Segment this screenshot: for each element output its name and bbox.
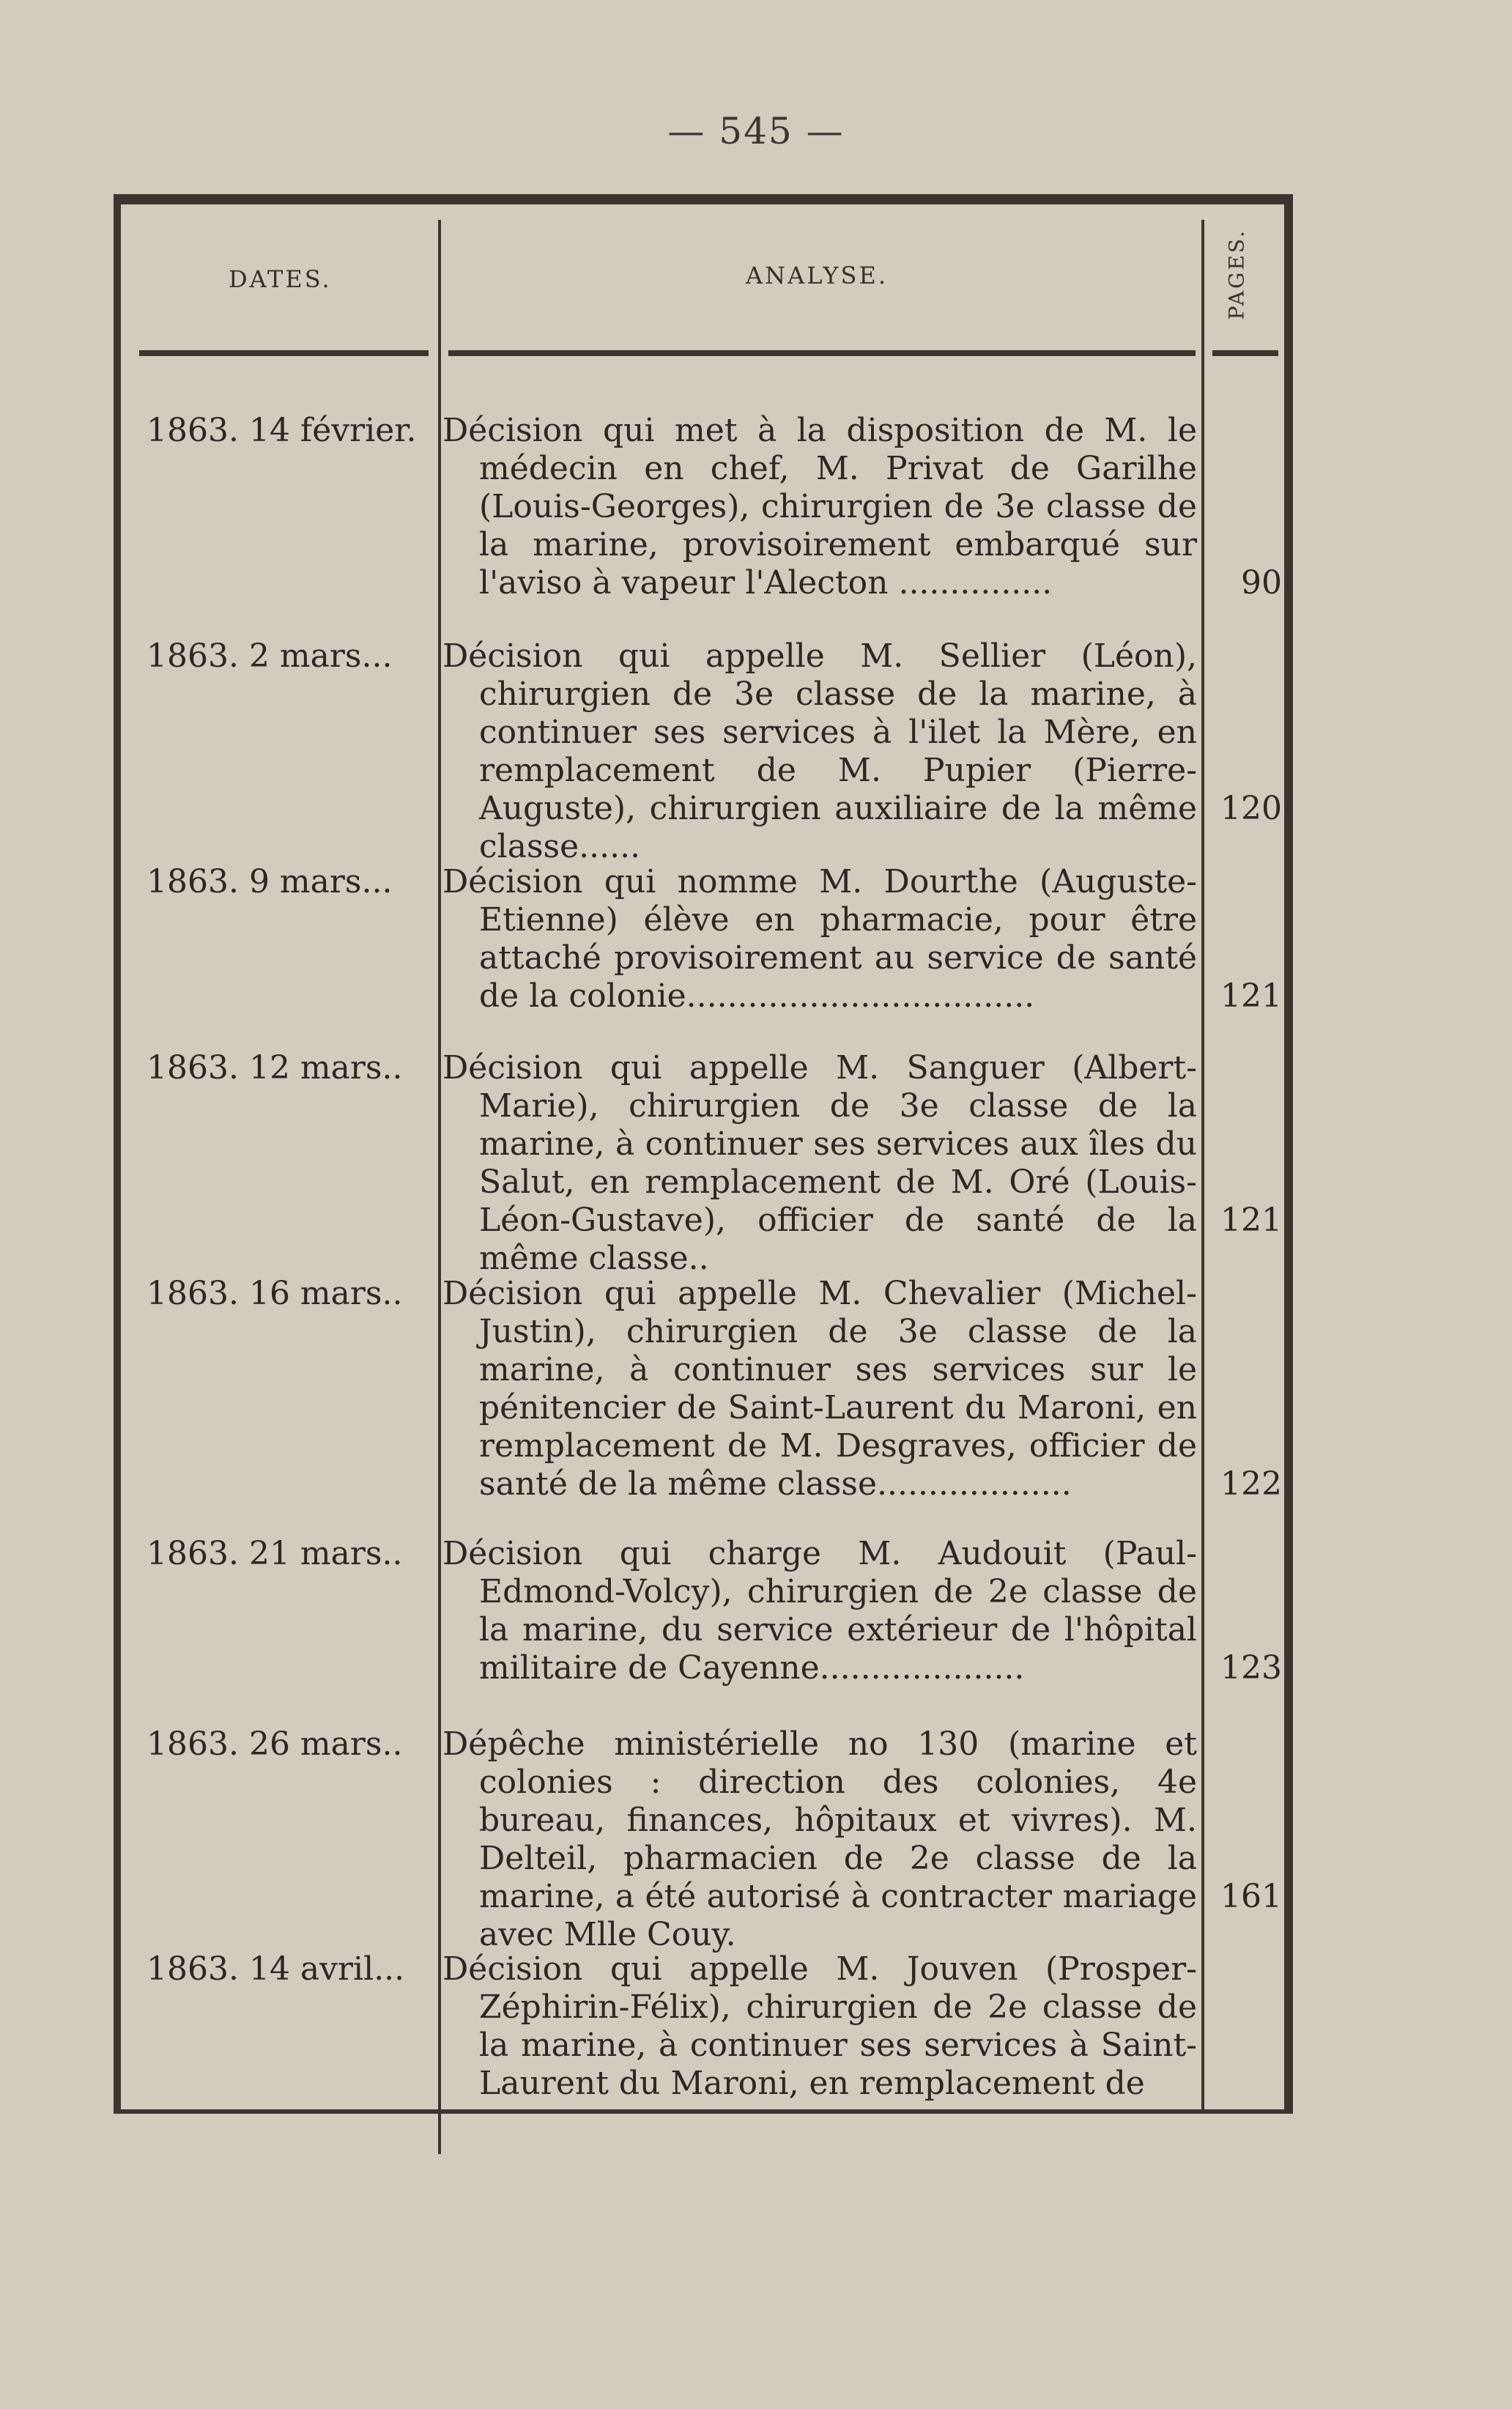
entry-page: 161 [1220,1878,1282,1915]
entry-text: Dépêche ministérielle no 130 (marine et colonies : direction des colonies, 4e bureau, finances, hôpitaux et vivres). M. Delteil, pharmacien de 2e classe de la marine, a été autorisé à contracter mariage avec Mlle Couy. [442,1725,1197,1953]
entry-date: 1863. 21 mars.. [147,1535,403,1572]
header-analyse: ANALYSE. [746,262,888,289]
entry-date: 1863. 12 mars.. [147,1049,403,1087]
page-number: — 545 — [667,110,845,152]
header-pages: PAGES. [1224,229,1249,320]
entry-text: Décision qui appelle M. Jouven (Prosper-Zéphirin-Félix), chirurgien de 2e classe de la marine, à continuer ses services à Saint-Laurent du Maroni, en remplacement de [442,1950,1197,2102]
entry-text: Décision qui charge M. Audouit (Paul-Edmond-Volcy), chirurgien de 2e classe de la marine, du service extérieur de l'hôpital militaire de Cayenne.................... [442,1535,1197,1687]
header-dates: DATES. [229,265,332,293]
entry-page: 121 [1220,977,1282,1015]
entry-page: 120 [1220,790,1282,827]
entry-page: 123 [1220,1649,1282,1687]
entry-page: 90 [1241,564,1282,602]
entry-text: Décision qui appelle M. Chevalier (Michel-Justin), chirurgien de 3e classe de la marine, à continuer ses services sur le pénitencier de Saint-Laurent du Maroni, en remplacement de M. Desgraves, officier de santé de la même classe................... [442,1275,1197,1503]
column-divider-pages [1201,220,1204,2110]
header-rule-analyse [448,350,1196,356]
entry-page: 122 [1220,1465,1282,1503]
column-divider-dates [438,220,441,2154]
entry-date: 1863. 16 mars.. [147,1275,403,1312]
entry-text: Décision qui met à la disposition de M. le médecin en chef, M. Privat de Garilhe (Louis-Georges), chirurgien de 3e classe de la marine, provisoirement embarqué sur l'aviso à vapeur l'Alecton ............... [442,412,1197,602]
entry-date: 1863. 9 mars... [147,863,393,900]
entry-text: Décision qui appelle M. Sanguer (Albert-Marie), chirurgien de 3e classe de la marine, à continuer ses services aux îles du Salut, en remplacement de M. Oré (Louis-Léon-Gustave), officier de santé de la même classe.. [442,1049,1197,1277]
entry-date: 1863. 26 mars.. [147,1725,403,1763]
entry-text: Décision qui appelle M. Sellier (Léon), chirurgien de 3e classe de la marine, à continuer ses services à l'ilet la Mère, en remplacement de M. Pupier (Pierre-Auguste), chirurgien auxiliaire de la même classe...... [442,637,1197,865]
entry-text: Décision qui nomme M. Dourthe (Auguste-Etienne) élève en pharmacie, pour être attaché provisoirement au service de santé de la colonie.................................. [442,863,1197,1015]
header-rule-dates [139,350,429,356]
header-rule-pages [1212,350,1278,356]
entry-date: 1863. 14 avril... [147,1950,405,1988]
entry-date: 1863. 14 février. [147,412,417,449]
entry-page: 121 [1220,1202,1282,1239]
entry-date: 1863. 2 mars... [147,637,393,675]
